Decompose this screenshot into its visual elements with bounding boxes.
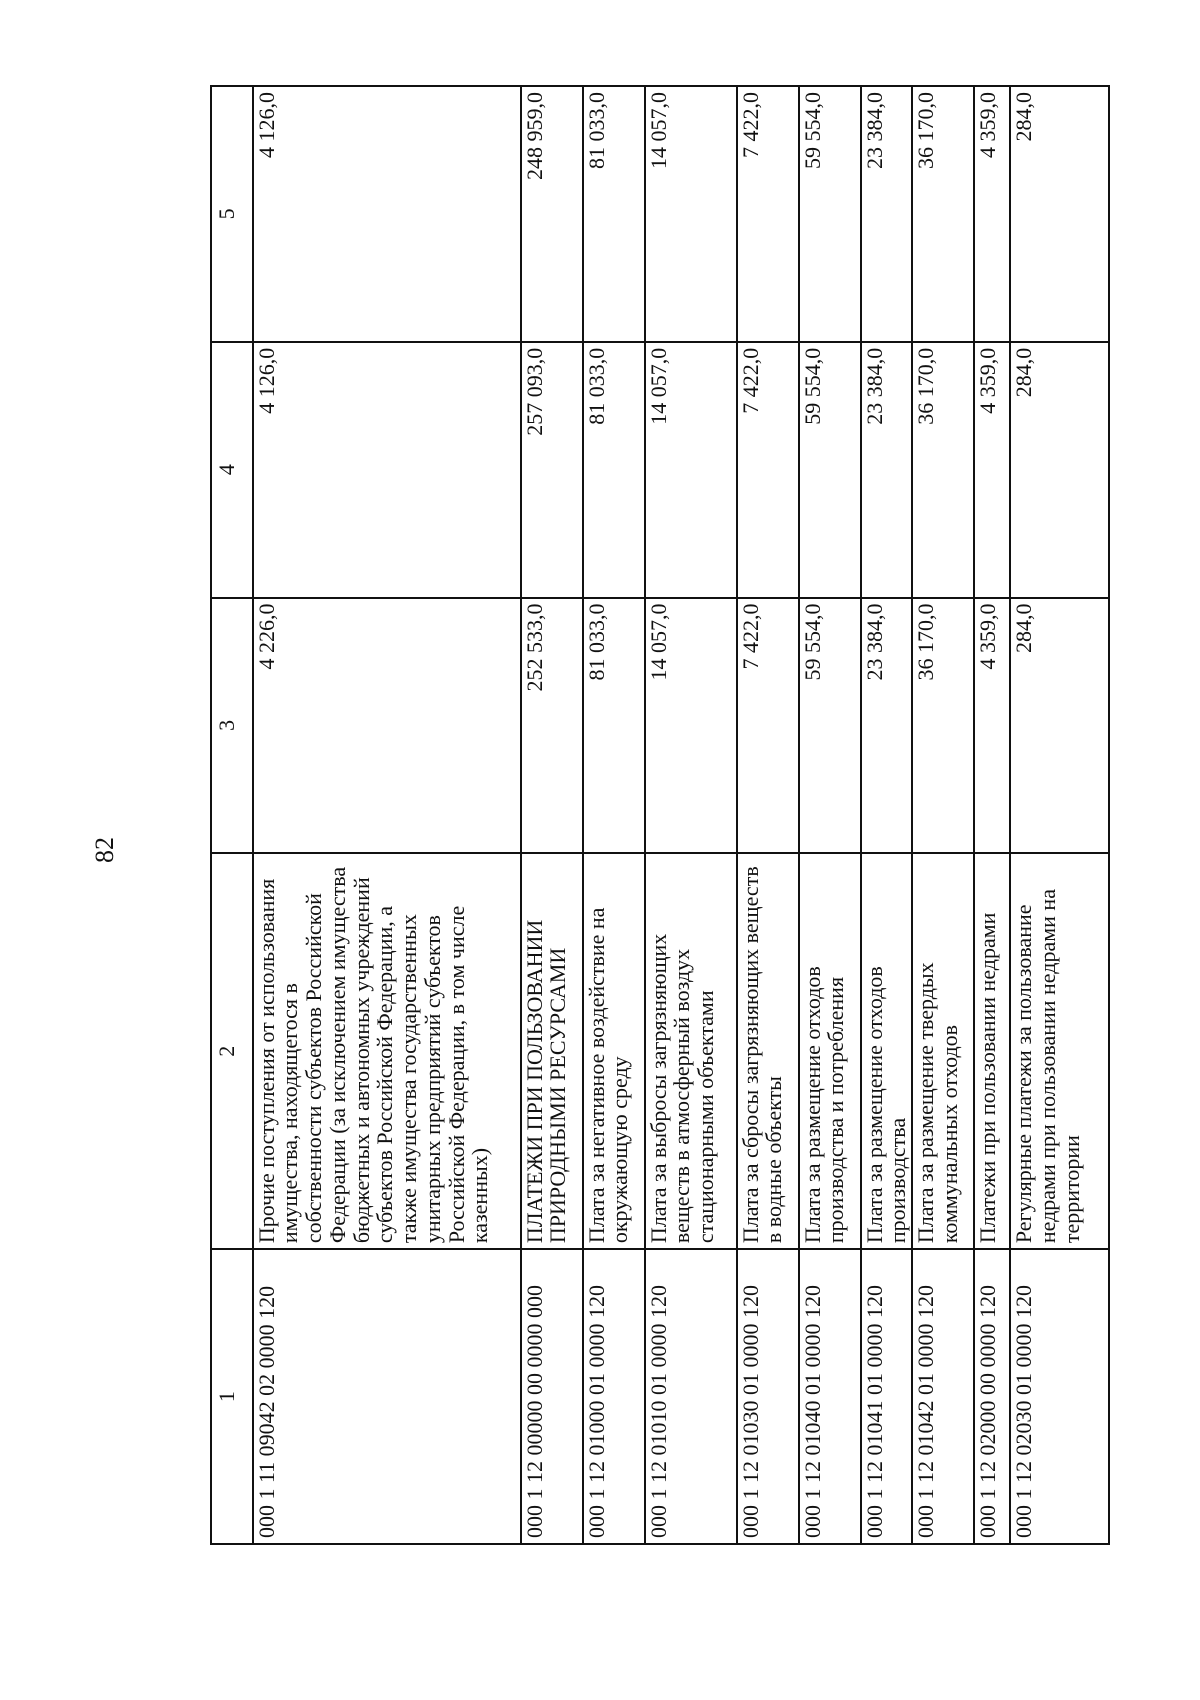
header-col-3: 3 (211, 598, 253, 854)
row-value-5: 248 959,0 (521, 86, 583, 342)
header-col-1: 1 (211, 1249, 253, 1544)
row-value-5: 4 359,0 (974, 86, 1010, 342)
row-value-4: 284,0 (1010, 342, 1109, 598)
row-value-4: 59 554,0 (799, 342, 861, 598)
row-name: Плата за негативное воздействие на окружающую среду (583, 853, 645, 1249)
row-name: Плата за выбросы загрязняющих веществ в атмосферный воздух стационарными объектами (645, 853, 737, 1249)
header-col-2: 2 (211, 853, 253, 1249)
header-col-5: 5 (211, 86, 253, 342)
row-value-3: 4 359,0 (974, 598, 1010, 854)
row-code: 000 1 12 01000 01 0000 120 (583, 1249, 645, 1544)
table-row (583, 86, 645, 1544)
row-value-3: 81 033,0 (583, 598, 645, 854)
table-row (861, 86, 913, 1544)
row-name: Платежи при пользовании недрами (974, 853, 1010, 1249)
table-header-row (211, 86, 253, 1544)
row-code: 000 1 12 00000 00 0000 000 (521, 1249, 583, 1544)
row-value-3: 23 384,0 (861, 598, 913, 854)
table-row (521, 86, 583, 1544)
row-code: 000 1 12 01041 01 0000 120 (861, 1249, 913, 1544)
table-row (737, 86, 799, 1544)
row-value-5: 14 057,0 (645, 86, 737, 342)
row-name: Плата за размещение твердых коммунальных отходов (912, 853, 974, 1249)
row-value-4: 81 033,0 (583, 342, 645, 598)
row-value-4: 14 057,0 (645, 342, 737, 598)
row-value-3: 4 226,0 (253, 598, 521, 854)
row-name: Плата за сбросы загрязняющих веществ в водные объекты (737, 853, 799, 1249)
row-value-4: 257 093,0 (521, 342, 583, 598)
row-value-4: 4 359,0 (974, 342, 1010, 598)
page-number: 82 (90, 837, 119, 863)
header-col-4: 4 (211, 342, 253, 598)
row-name: ПЛАТЕЖИ ПРИ ПОЛЬЗОВАНИИ ПРИРОДНЫМИ РЕСУРСАМИ (521, 853, 583, 1249)
row-value-5: 36 170,0 (912, 86, 974, 342)
row-value-4: 36 170,0 (912, 342, 974, 598)
row-value-4: 4 126,0 (253, 342, 521, 598)
row-value-5: 4 126,0 (253, 86, 521, 342)
row-value-4: 23 384,0 (861, 342, 913, 598)
row-value-3: 284,0 (1010, 598, 1109, 854)
row-value-3: 36 170,0 (912, 598, 974, 854)
row-value-3: 252 533,0 (521, 598, 583, 854)
row-code: 000 1 11 09042 02 0000 120 (253, 1249, 521, 1544)
budget-table (210, 85, 1110, 1545)
table-row (645, 86, 737, 1544)
row-code: 000 1 12 01030 01 0000 120 (737, 1249, 799, 1544)
row-value-4: 7 422,0 (737, 342, 799, 598)
row-name: Плата за размещение отходов производства (861, 853, 913, 1249)
row-code: 000 1 12 02000 00 0000 120 (974, 1249, 1010, 1544)
row-value-5: 7 422,0 (737, 86, 799, 342)
row-name: Регулярные платежи за пользование недрами при пользовании недрами на территории (1010, 853, 1109, 1249)
table-row (253, 86, 521, 1544)
row-value-5: 23 384,0 (861, 86, 913, 342)
row-name: Прочие поступления от использования имущества, находящегося в собственности субъектов Российской Федерации (за исключением имущества бюджетных и автономных учреждений субъектов Российской Федерации, а также имущества государственных унитарных предприятий субъектов Российской Федерации, в том числе казенных) (253, 853, 521, 1249)
row-name: Плата за размещение отходов производства и потребления (799, 853, 861, 1249)
row-value-3: 59 554,0 (799, 598, 861, 854)
row-value-3: 14 057,0 (645, 598, 737, 854)
table-row (1010, 86, 1109, 1544)
row-code: 000 1 12 01042 01 0000 120 (912, 1249, 974, 1544)
row-code: 000 1 12 02030 01 0000 120 (1010, 1249, 1109, 1544)
table-row (974, 86, 1010, 1544)
row-code: 000 1 12 01040 01 0000 120 (799, 1249, 861, 1544)
row-code: 000 1 12 01010 01 0000 120 (645, 1249, 737, 1544)
table-row (799, 86, 861, 1544)
row-value-5: 59 554,0 (799, 86, 861, 342)
row-value-5: 81 033,0 (583, 86, 645, 342)
table-row (912, 86, 974, 1544)
table-wrapper (210, 85, 1110, 1545)
row-value-5: 284,0 (1010, 86, 1109, 342)
row-value-3: 7 422,0 (737, 598, 799, 854)
